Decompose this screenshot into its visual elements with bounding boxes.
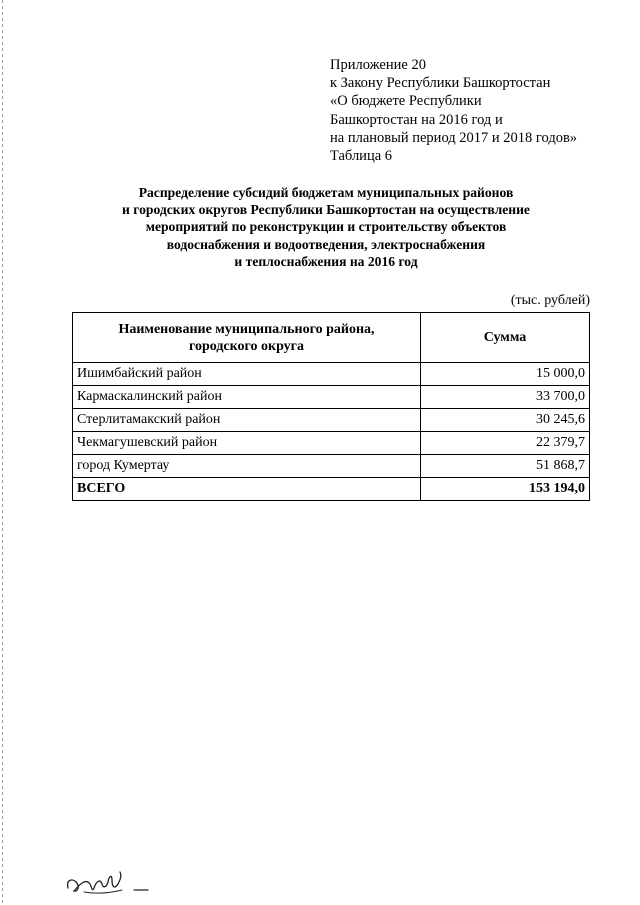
title-line: и теплоснабжения на 2016 год bbox=[234, 253, 418, 269]
total-label: ВСЕГО bbox=[73, 478, 421, 501]
header-name-line2: городского округа bbox=[188, 338, 305, 354]
row-name: Стерлитамакский район bbox=[73, 409, 421, 432]
subsidies-table bbox=[72, 312, 590, 501]
row-amount: 51 868,7 bbox=[421, 455, 590, 478]
appendix-number: Приложение 20 bbox=[330, 57, 426, 73]
unit-note: (тыс. рублей) bbox=[510, 293, 590, 308]
table-number: Таблица 6 bbox=[330, 148, 393, 165]
document-title bbox=[72, 184, 580, 270]
appendix-law-ref: к Закону Республики Башкортостан bbox=[330, 75, 551, 92]
table-row bbox=[73, 455, 590, 478]
title-line: Распределение субсидий бюджетам муниципальных районов bbox=[138, 185, 514, 200]
title-line: и городских округов Республики Башкортостан на осуществление bbox=[122, 202, 530, 218]
table-row bbox=[73, 409, 590, 432]
row-name: Кармаскалинский район bbox=[73, 386, 421, 409]
scan-edge-line bbox=[2, 0, 3, 905]
row-amount: 15 000,0 bbox=[421, 363, 590, 386]
table-header-row bbox=[73, 313, 590, 363]
row-amount: 22 379,7 bbox=[421, 432, 590, 455]
appendix-header bbox=[330, 56, 577, 165]
row-name: город Кумертау bbox=[73, 455, 421, 478]
row-amount: 30 245,6 bbox=[421, 409, 590, 432]
appendix-law-title-3: на плановый период 2017 и 2018 годов» bbox=[330, 129, 578, 146]
header-name-line1: Наименование муниципального района, bbox=[118, 321, 375, 337]
signature-mark bbox=[62, 866, 162, 898]
table-row bbox=[73, 386, 590, 409]
appendix-law-title-2: Башкортостан на 2016 год и bbox=[330, 111, 503, 128]
table-row bbox=[73, 363, 590, 386]
appendix-law-title-1: «О бюджете Республики bbox=[330, 93, 482, 110]
row-amount: 33 700,0 bbox=[421, 386, 590, 409]
total-amount: 153 194,0 bbox=[421, 478, 590, 501]
title-line: водоснабжения и водоотведения, электроснабжения bbox=[166, 236, 486, 252]
title-line: мероприятий по реконструкции и строительству объектов bbox=[145, 219, 507, 235]
table-row bbox=[73, 432, 590, 455]
header-amount: Сумма bbox=[421, 313, 590, 363]
total-row bbox=[73, 478, 590, 501]
row-name: Чекмагушевский район bbox=[73, 432, 421, 455]
header-name bbox=[73, 313, 421, 363]
row-name: Ишимбайский район bbox=[73, 363, 421, 386]
